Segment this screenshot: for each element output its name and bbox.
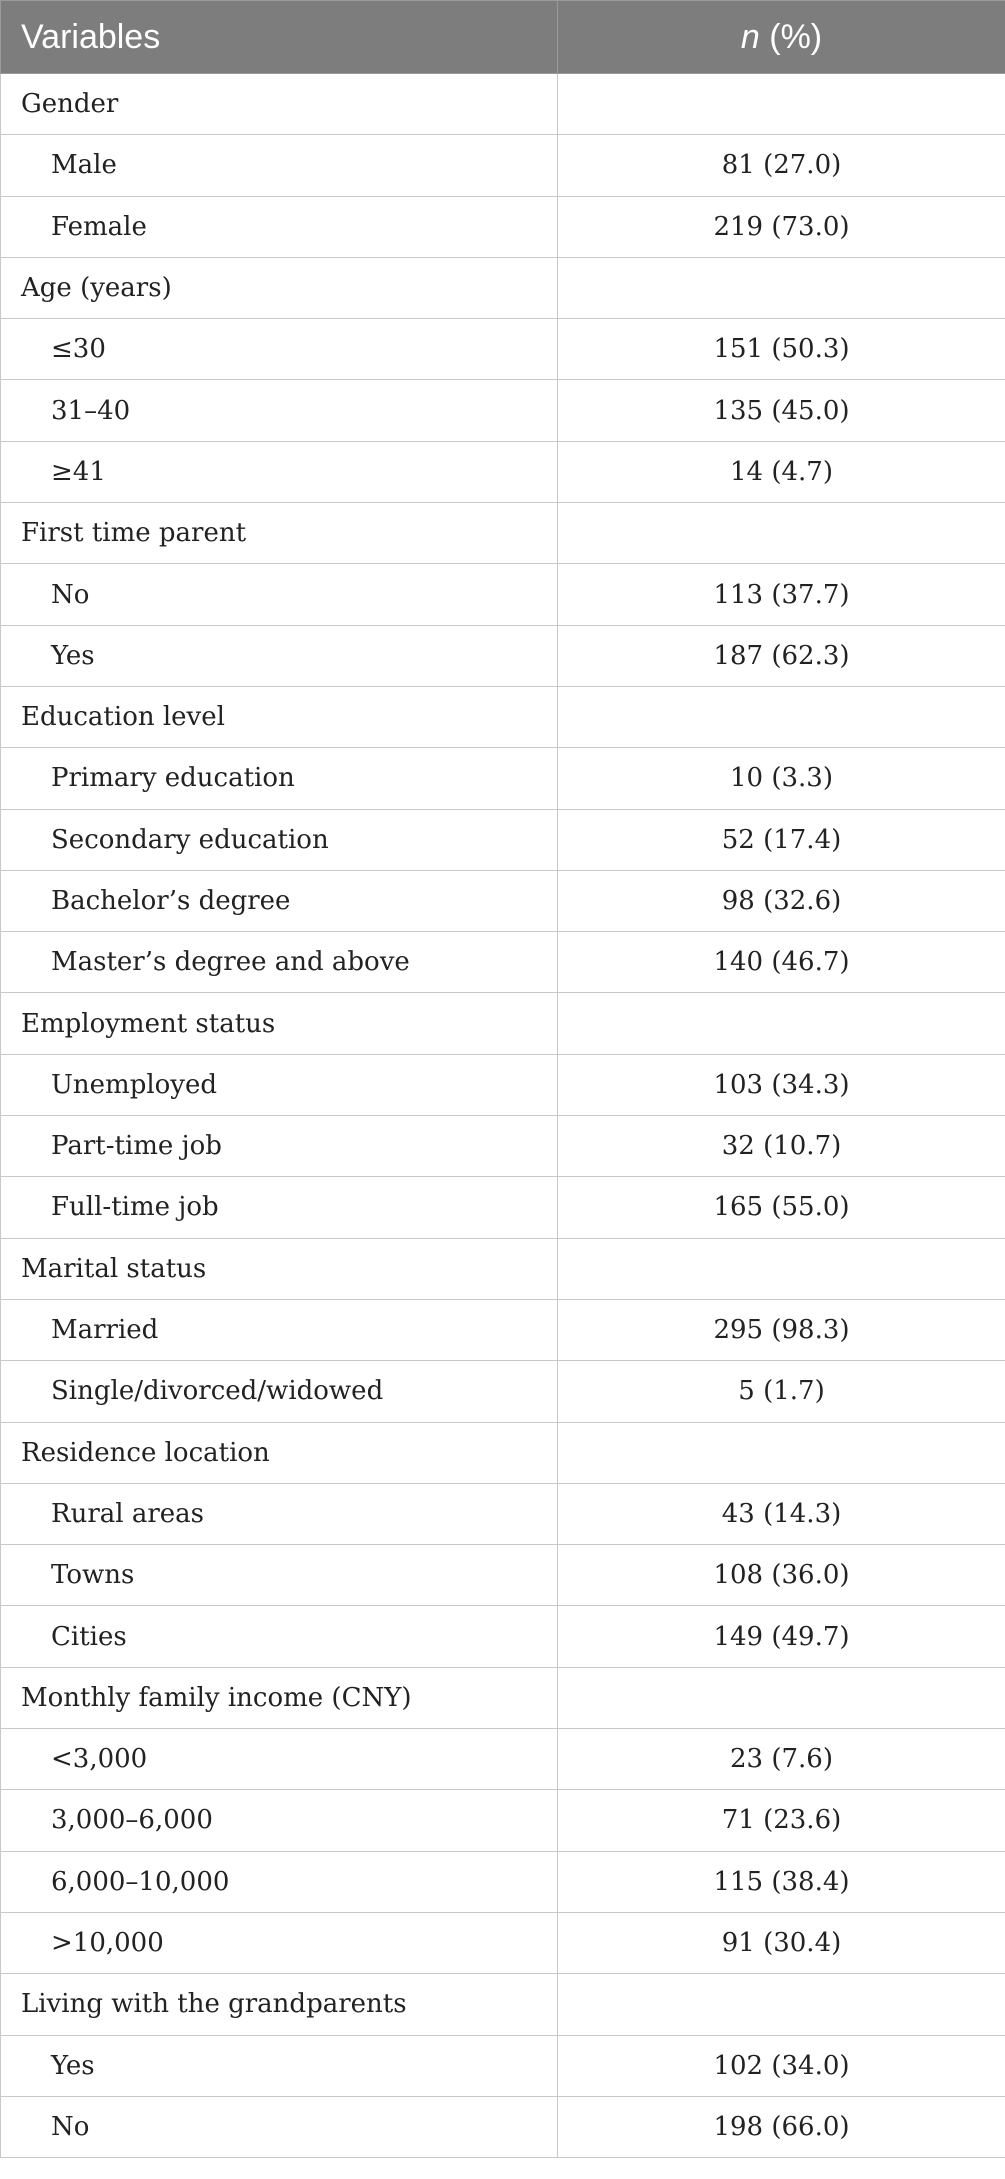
table-row bbox=[1, 1545, 1005, 1606]
n-percent-value: 23 (7.6) bbox=[558, 1729, 1005, 1790]
variable-label: 3,000–6,000 bbox=[1, 1790, 558, 1851]
table-row bbox=[1, 1054, 1005, 1115]
variable-label: ≥41 bbox=[1, 441, 558, 502]
table-group-row bbox=[1, 686, 1005, 747]
variable-label: Rural areas bbox=[1, 1483, 558, 1544]
variable-label: Secondary education bbox=[1, 809, 558, 870]
group-label: Residence location bbox=[1, 1422, 558, 1483]
n-percent-value: 32 (10.7) bbox=[558, 1116, 1005, 1177]
variable-label: Male bbox=[1, 135, 558, 196]
variable-label: Single/divorced/widowed bbox=[1, 1361, 558, 1422]
table-row bbox=[1, 2035, 1005, 2096]
table-row bbox=[1, 1483, 1005, 1544]
n-percent-value bbox=[558, 686, 1005, 747]
variable-label: No bbox=[1, 564, 558, 625]
group-label: Monthly family income (CNY) bbox=[1, 1667, 558, 1728]
table-row bbox=[1, 748, 1005, 809]
table-group-row bbox=[1, 257, 1005, 318]
table-group-row bbox=[1, 503, 1005, 564]
table-group-row bbox=[1, 74, 1005, 135]
table-group-row bbox=[1, 1667, 1005, 1728]
n-percent-value bbox=[558, 993, 1005, 1054]
variable-label: 31–40 bbox=[1, 380, 558, 441]
header-n-symbol: n bbox=[740, 17, 760, 56]
n-percent-value bbox=[558, 1238, 1005, 1299]
group-label: Employment status bbox=[1, 993, 558, 1054]
table-row bbox=[1, 196, 1005, 257]
variable-label: Part-time job bbox=[1, 1116, 558, 1177]
n-percent-value: 103 (34.3) bbox=[558, 1054, 1005, 1115]
group-label: Education level bbox=[1, 686, 558, 747]
variable-label: Bachelor’s degree bbox=[1, 870, 558, 931]
variable-label: Yes bbox=[1, 2035, 558, 2096]
n-percent-value: 71 (23.6) bbox=[558, 1790, 1005, 1851]
table-row bbox=[1, 135, 1005, 196]
n-percent-value bbox=[558, 1974, 1005, 2035]
table-header bbox=[1, 1, 1005, 74]
variable-label: <3,000 bbox=[1, 1729, 558, 1790]
n-percent-value: 295 (98.3) bbox=[558, 1299, 1005, 1360]
table-row bbox=[1, 1851, 1005, 1912]
table-row bbox=[1, 870, 1005, 931]
group-label: Age (years) bbox=[1, 257, 558, 318]
table-group-row bbox=[1, 1974, 1005, 2035]
n-percent-value: 102 (34.0) bbox=[558, 2035, 1005, 2096]
table-row bbox=[1, 319, 1005, 380]
n-percent-value: 187 (62.3) bbox=[558, 625, 1005, 686]
group-label: Marital status bbox=[1, 1238, 558, 1299]
table-row bbox=[1, 2096, 1005, 2157]
variable-label: >10,000 bbox=[1, 1912, 558, 1973]
variable-label: ≤30 bbox=[1, 319, 558, 380]
n-percent-value: 149 (49.7) bbox=[558, 1606, 1005, 1667]
n-percent-value: 108 (36.0) bbox=[558, 1545, 1005, 1606]
header-percent-suffix: (%) bbox=[759, 17, 823, 56]
n-percent-value: 52 (17.4) bbox=[558, 809, 1005, 870]
header-row bbox=[1, 1, 1005, 74]
table-row bbox=[1, 1729, 1005, 1790]
variable-label: Towns bbox=[1, 1545, 558, 1606]
table-row bbox=[1, 1912, 1005, 1973]
table-row bbox=[1, 932, 1005, 993]
table-group-row bbox=[1, 993, 1005, 1054]
n-percent-value: 198 (66.0) bbox=[558, 2096, 1005, 2157]
variable-label: Master’s degree and above bbox=[1, 932, 558, 993]
variable-label: 6,000–10,000 bbox=[1, 1851, 558, 1912]
n-percent-value: 14 (4.7) bbox=[558, 441, 1005, 502]
table-row bbox=[1, 1606, 1005, 1667]
variable-label: Female bbox=[1, 196, 558, 257]
n-percent-value: 219 (73.0) bbox=[558, 196, 1005, 257]
n-percent-value bbox=[558, 503, 1005, 564]
n-percent-value: 43 (14.3) bbox=[558, 1483, 1005, 1544]
n-percent-value: 151 (50.3) bbox=[558, 319, 1005, 380]
n-percent-value: 98 (32.6) bbox=[558, 870, 1005, 931]
variable-label: No bbox=[1, 2096, 558, 2157]
variable-label: Married bbox=[1, 1299, 558, 1360]
variable-label: Cities bbox=[1, 1606, 558, 1667]
table-row bbox=[1, 1177, 1005, 1238]
table-row bbox=[1, 809, 1005, 870]
n-percent-value: 91 (30.4) bbox=[558, 1912, 1005, 1973]
table-row bbox=[1, 441, 1005, 502]
table-group-row bbox=[1, 1422, 1005, 1483]
table-row bbox=[1, 1116, 1005, 1177]
table-body bbox=[1, 74, 1005, 2158]
variable-label: Unemployed bbox=[1, 1054, 558, 1115]
table-row bbox=[1, 564, 1005, 625]
n-percent-value: 165 (55.0) bbox=[558, 1177, 1005, 1238]
n-percent-value: 115 (38.4) bbox=[558, 1851, 1005, 1912]
table-group-row bbox=[1, 1238, 1005, 1299]
variable-label: Primary education bbox=[1, 748, 558, 809]
group-label: Living with the grandparents bbox=[1, 1974, 558, 2035]
table-row bbox=[1, 625, 1005, 686]
n-percent-value: 113 (37.7) bbox=[558, 564, 1005, 625]
n-percent-value: 81 (27.0) bbox=[558, 135, 1005, 196]
n-percent-value: 135 (45.0) bbox=[558, 380, 1005, 441]
table-row bbox=[1, 1790, 1005, 1851]
group-label: Gender bbox=[1, 74, 558, 135]
variable-label: Full-time job bbox=[1, 1177, 558, 1238]
n-percent-value: 5 (1.7) bbox=[558, 1361, 1005, 1422]
n-percent-value bbox=[558, 74, 1005, 135]
n-percent-value bbox=[558, 1667, 1005, 1728]
table-row bbox=[1, 1299, 1005, 1360]
table-row bbox=[1, 1361, 1005, 1422]
n-percent-value bbox=[558, 257, 1005, 318]
variable-label: Yes bbox=[1, 625, 558, 686]
n-percent-value: 140 (46.7) bbox=[558, 932, 1005, 993]
header-n-percent bbox=[558, 1, 1005, 74]
n-percent-value bbox=[558, 1422, 1005, 1483]
header-variables: Variables bbox=[1, 1, 558, 74]
group-label: First time parent bbox=[1, 503, 558, 564]
n-percent-value: 10 (3.3) bbox=[558, 748, 1005, 809]
table-row bbox=[1, 380, 1005, 441]
